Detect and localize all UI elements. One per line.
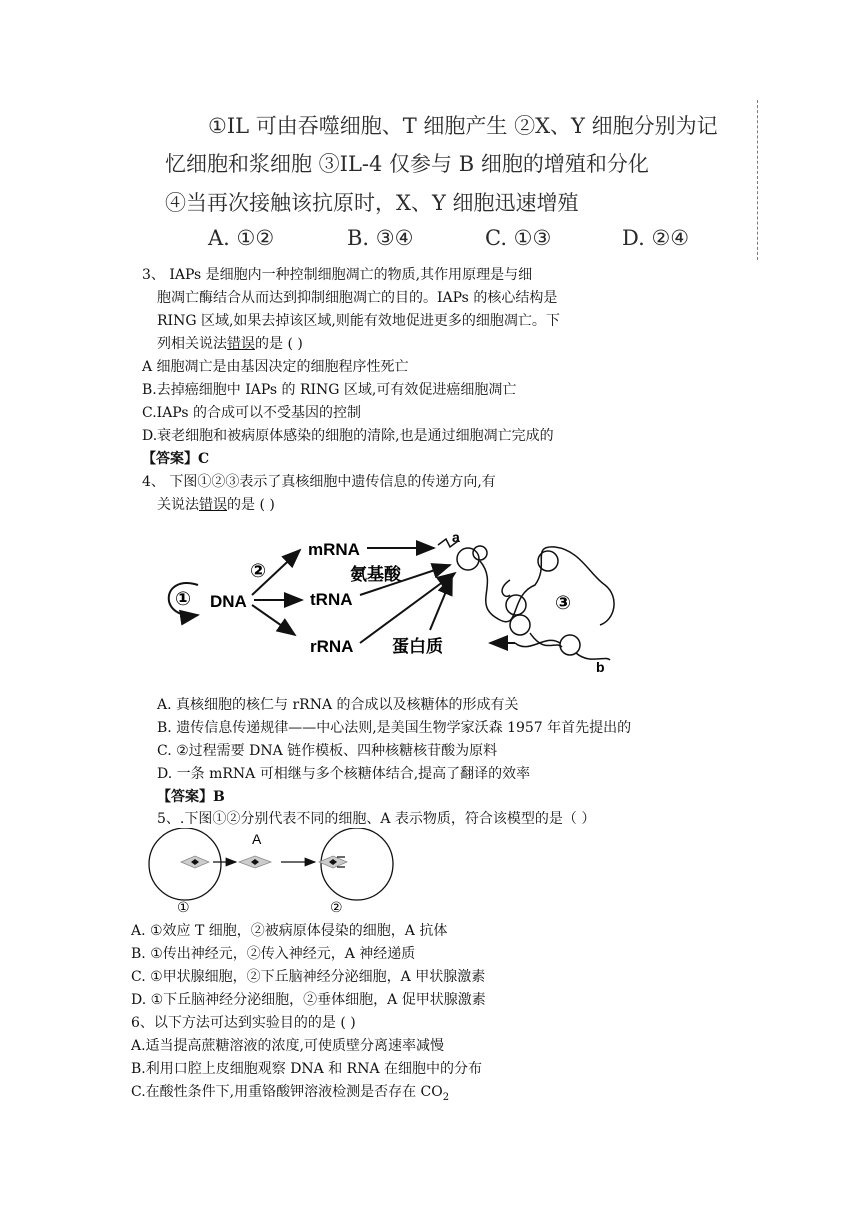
polysome-ribosome-3 bbox=[510, 615, 530, 635]
q4-option-b: B. 遗传信息传递规律——中心法则,是美国生物学家沃森 1957 年首先提出的 bbox=[157, 720, 632, 736]
q3-stem-2: 胞凋亡酶结合从而达到抑制细胞凋亡的目的。IAPs 的核心结构是 bbox=[157, 290, 558, 306]
q4-stem-2: 关说法错误的是 ( ) bbox=[157, 497, 275, 513]
ribosome-a-small bbox=[473, 546, 487, 560]
label-rrna: rRNA bbox=[310, 637, 354, 656]
q4-stem-1: 4、 下图①②③表示了真核细胞中遗传信息的传递方向,有 bbox=[142, 474, 496, 490]
arrow-amino-ribosome bbox=[430, 577, 452, 630]
label-A: A bbox=[252, 831, 262, 847]
top-option-d: D. ②④ bbox=[622, 226, 690, 250]
molecule-a bbox=[239, 856, 271, 868]
arrow-dna-rrna bbox=[252, 605, 295, 635]
label-a: a bbox=[452, 529, 460, 545]
label-dna: DNA bbox=[210, 592, 247, 611]
top-line-2: 忆细胞和浆细胞 ③IL-4 仅参与 B 细胞的增殖和分化 bbox=[165, 152, 649, 176]
label-b: b bbox=[596, 659, 605, 675]
label-trna: tRNA bbox=[310, 590, 353, 609]
q4-option-d: D. 一条 mRNA 可相继与多个核糖体结合,提高了翻译的效率 bbox=[157, 766, 531, 782]
q3-stem-3: RING 区域,如果去掉该区域,则能有效地促进更多的细胞凋亡。下 bbox=[157, 313, 560, 329]
q6-option-b: B.利用口腔上皮细胞观察 DNA 和 RNA 在细胞中的分布 bbox=[131, 1061, 483, 1077]
label-amino-acid: 氨基酸 bbox=[350, 565, 401, 584]
polysome-ribosome-4 bbox=[560, 635, 580, 655]
q5-stem: 5、.下图①②分别代表不同的细胞、A 表示物质，符合该模型的是（ ） bbox=[157, 811, 596, 827]
top-option-c: C. ①③ bbox=[485, 226, 552, 250]
polysome-mrna bbox=[480, 547, 614, 625]
top-line-1: ①IL 可由吞噬细胞、T 细胞产生 ②X、Y 细胞分别为记 bbox=[208, 114, 718, 138]
cell-signal-diagram bbox=[115, 828, 435, 916]
q3-option-a: A 细胞凋亡是由基因决定的细胞程序性死亡 bbox=[142, 359, 409, 375]
top-line-3: ④当再次接触该抗原时，X、Y 细胞迅速增殖 bbox=[165, 191, 579, 215]
molecule-in-cell-1 bbox=[181, 856, 209, 868]
central-dogma-diagram bbox=[150, 525, 630, 685]
q3-option-b: B.去掉癌细胞中 IAPs 的 RING 区域,可有效促进癌细胞凋亡 bbox=[142, 382, 517, 398]
label-circle-3: ③ bbox=[555, 593, 572, 614]
q5-option-d: D. ①下丘脑神经分泌细胞，②垂体细胞，A 促甲状腺激素 bbox=[131, 992, 486, 1008]
q4-answer: 【答案】B bbox=[157, 789, 225, 805]
q3-answer: 【答案】C bbox=[142, 451, 210, 467]
q3-stem-4: 列相关说法错误的是 ( ) bbox=[157, 336, 303, 352]
q6-option-c: C.在酸性条件下,用重铬酸钾溶液检测是否存在 $CO_2$ bbox=[131, 1084, 450, 1103]
label-mrna: mRNA bbox=[308, 540, 360, 559]
label-cell-2: ② bbox=[330, 899, 343, 915]
molecule-at-receptor bbox=[319, 856, 347, 868]
q5-option-a: A. ①效应 T 细胞，②被病原体侵染的细胞，A 抗体 bbox=[131, 923, 448, 939]
q3-stem-1: 3、 IAPs 是细胞内一种控制细胞凋亡的物质,其作用原理是与细 bbox=[142, 267, 533, 283]
label-circle-1: ① bbox=[175, 589, 192, 610]
q6-option-a: A.适当提高蔗糖溶液的浓度,可使质壁分离速率减慢 bbox=[131, 1038, 445, 1054]
q3-option-d: D.衰老细胞和被病原体感染的细胞的清除,也是通过细胞凋亡完成的 bbox=[142, 428, 554, 444]
q4-option-a: A. 真核细胞的核仁与 rRNA 的合成以及核糖体的形成有关 bbox=[157, 697, 519, 713]
polysome-ribosome-2 bbox=[506, 595, 526, 615]
q6-stem: 6、以下方法可达到实验目的的是 ( ) bbox=[131, 1015, 356, 1031]
margin-dashed-line bbox=[757, 100, 758, 260]
q4-option-c: C. ②过程需要 DNA 链作模板、四种核糖核苷酸为原料 bbox=[157, 743, 498, 759]
label-circle-2: ② bbox=[250, 561, 267, 582]
q5-option-b: B. ①传出神经元，②传入神经元，A 神经递质 bbox=[131, 946, 416, 962]
label-cell-1: ① bbox=[177, 899, 190, 915]
polypeptide-chains bbox=[502, 580, 610, 660]
top-option-a: A. ①② bbox=[208, 226, 275, 250]
label-protein: 蛋白质 bbox=[392, 637, 443, 656]
top-option-b: B. ③④ bbox=[347, 226, 414, 250]
q3-option-c: C.IAPs 的合成可以不受基因的控制 bbox=[142, 405, 361, 421]
q5-option-c: C. ①甲状腺细胞，②下丘脑神经分泌细胞，A 甲状腺激素 bbox=[131, 969, 486, 985]
